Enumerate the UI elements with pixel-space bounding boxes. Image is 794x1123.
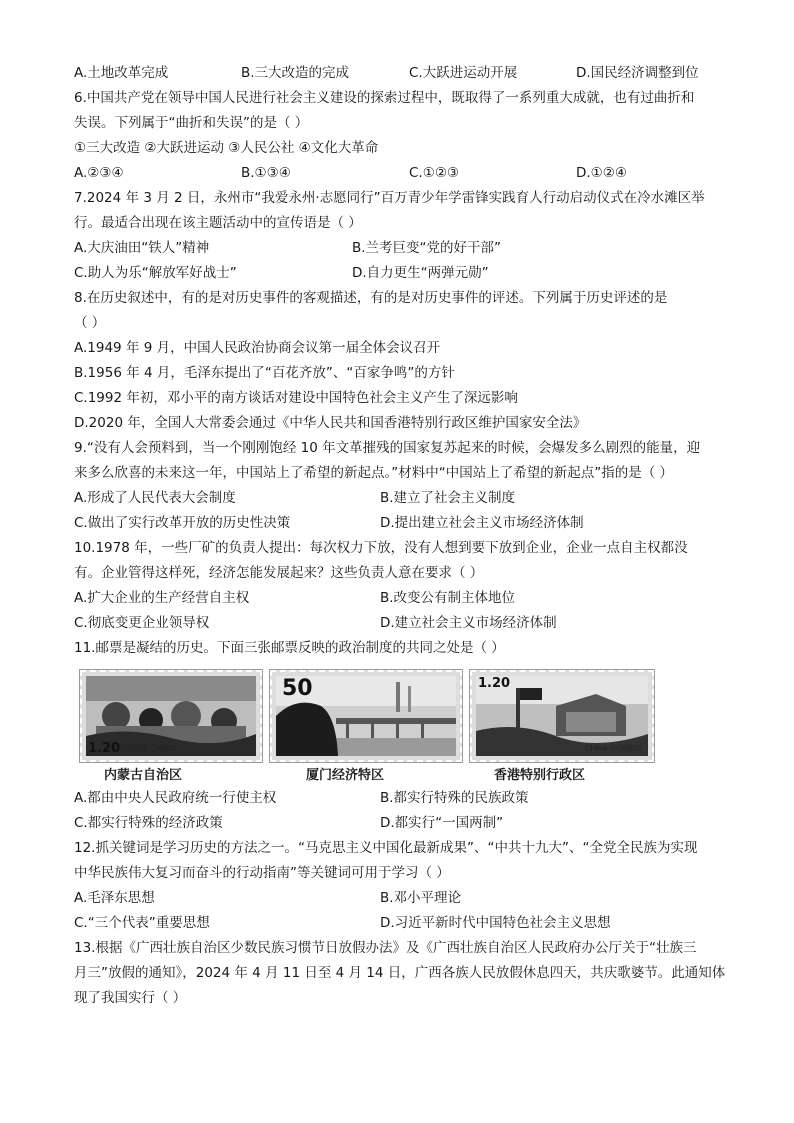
stamp-1-value: 1.20 [88, 741, 121, 756]
q12-stem-line-2: 中华民族伟大复习而奋斗的行动指南”等关键词可用于学习（ ） [74, 865, 450, 881]
q5-option-a[interactable]: A.土地改革完成 [74, 65, 169, 81]
q9-option-a[interactable]: A.形成了人民代表大会制度 [74, 490, 236, 506]
q13-stem-line-2: 月三”放假的通知》，2024 年 4 月 11 日至 4 月 14 日，广西各族人民放假休息四天，共庆歌婆节。此通知体 [74, 965, 726, 981]
q7-option-a[interactable]: A.大庆油田“铁人”精神 [74, 240, 210, 256]
q12-option-c[interactable]: C.“三个代表”重要思想 [74, 915, 210, 931]
stamp-1-caption: 内蒙古自治区 [104, 768, 183, 783]
q5-option-c[interactable]: C.大跃进运动开展 [409, 65, 518, 81]
stamp-2-value: 50 [282, 676, 313, 701]
q10-option-d[interactable]: D.建立社会主义市场经济体制 [380, 615, 557, 631]
q7-option-c[interactable]: C.助人为乐“解放军好战士” [74, 265, 237, 281]
q6-option-c[interactable]: C.①②③ [409, 165, 460, 181]
q11-option-b[interactable]: B.都实行特殊的民族政策 [380, 790, 529, 806]
q10-option-c[interactable]: C.彻底变更企业领导权 [74, 615, 210, 631]
q10-option-a[interactable]: A.扩大企业的生产经营自主权 [74, 590, 250, 606]
q13-stem-line-3: 现了我国实行（ ） [74, 990, 187, 1006]
q12-option-d[interactable]: D.习近平新时代中国特色社会主义思想 [380, 915, 611, 931]
q7-stem-line-2: 行。最适合出现在该主题活动中的宣传语是（ ） [74, 215, 362, 231]
q9-option-d[interactable]: D.提出建立社会主义市场经济体制 [380, 515, 584, 531]
q10-stem-line-1: 10.1978 年，一些厂矿的负责人提出：每次权力下放，没有人想到要下放到企业，企业一点自主权都没 [74, 540, 688, 556]
stamp-1-country: 中国邮政 CHINA [116, 744, 176, 753]
q5-option-d[interactable]: D.国民经济调整到位 [576, 65, 699, 81]
q5-option-b[interactable]: B.三大改造的完成 [241, 65, 350, 81]
q6-stem-line-1: 6.中国共产党在领导中国人民进行社会主义建设的探索过程中，既取得了一系列重大成就，也有过曲折和 [74, 90, 695, 106]
q6-option-a[interactable]: A.②③④ [74, 165, 124, 181]
stamp-3-caption: 香港特别行政区 [494, 768, 586, 783]
q8-option-b[interactable]: B.1956 年 4 月，毛泽东提出了“百花齐放”、“百家争鸣”的方针 [74, 365, 455, 381]
q9-option-c[interactable]: C.做出了实行改革开放的历史性决策 [74, 515, 291, 531]
q8-option-c[interactable]: C.1992 年初，邓小平的南方谈话对建设中国特色社会主义产生了深远影响 [74, 390, 518, 406]
q6-stem-line-2: 失误。下列属于“曲折和失误”的是（ ） [74, 115, 309, 131]
q11-option-c[interactable]: C.都实行特殊的经济政策 [74, 815, 223, 831]
stamp-3-country: China 中国邮政 [584, 744, 642, 753]
q10-option-b[interactable]: B.改变公有制主体地位 [380, 590, 516, 606]
q12-option-b[interactable]: B.邓小平理论 [380, 890, 462, 906]
q8-option-a[interactable]: A.1949 年 9 月，中国人民政治协商会议第一届全体会议召开 [74, 340, 441, 356]
q12-option-a[interactable]: A.毛泽东思想 [74, 890, 155, 906]
q9-stem-line-1: 9.“没有人会预料到，当一个刚刚饱经 10 年文革摧残的国家复苏起来的时候，会爆发多么剧烈的能量，迎 [74, 440, 701, 456]
q11-option-d[interactable]: D.都实行“一国两制” [380, 815, 504, 831]
q7-option-b[interactable]: B.兰考巨变“党的好干部” [352, 240, 502, 256]
q7-stem-line-1: 7.2024 年 3 月 2 日，永州市“我爱永州·志愿同行”百万青少年学雷锋实践育人行动启动仪式在冷水滩区举 [74, 190, 705, 206]
q11-option-a[interactable]: A.都由中央人民政府统一行使主权 [74, 790, 277, 806]
q10-stem-line-2: 有。企业管得这样死，经济怎能发展起来？这些负责人意在要求（ ） [74, 565, 484, 581]
stamp-inner-mongolia [80, 670, 262, 762]
q8-option-d[interactable]: D.2020 年，全国人大常委会通过《中华人民共和国香港特别行政区维护国家安全法》 [74, 415, 587, 431]
stamp-xiamen [270, 670, 462, 762]
stamp-2-caption: 厦门经济特区 [306, 768, 385, 783]
q9-stem-line-2: 来多么欣喜的未来这一年，中国站上了希望的新起点。”材料中“中国站上了希望的新起点”指的是（ ） [74, 465, 674, 481]
q8-stem-line-1: 8.在历史叙述中，有的是对历史事件的客观描述，有的是对历史事件的评述。下列属于历史评述的是 [74, 290, 668, 306]
q6-option-b[interactable]: B.①③④ [241, 165, 291, 181]
q12-stem-line-1: 12.抓关键词是学习历史的方法之一。“马克思主义中国化最新成果”、“中共十九大”、“全党全民族为实现 [74, 840, 698, 856]
q11-stem: 11.邮票是凝结的历史。下面三张邮票反映的政治制度的共同之处是（ ） [74, 640, 505, 656]
stamp-3-value: 1.20 [478, 676, 511, 691]
q13-stem-line-1: 13.根据《广西壮族自治区少数民族习惯节日放假办法》及《广西壮族自治区人民政府办公厅关于“壮族三 [74, 940, 697, 956]
stamp-hong-kong [470, 670, 654, 762]
q6-items: ①三大改造 ②大跃进运动 ③人民公社 ④文化大革命 [74, 140, 379, 156]
q8-stem-line-2: （ ） [74, 315, 106, 331]
q9-option-b[interactable]: B.建立了社会主义制度 [380, 490, 516, 506]
q7-option-d[interactable]: D.自力更生“两弹元勋” [352, 265, 489, 281]
q6-option-d[interactable]: D.①②④ [576, 165, 627, 181]
